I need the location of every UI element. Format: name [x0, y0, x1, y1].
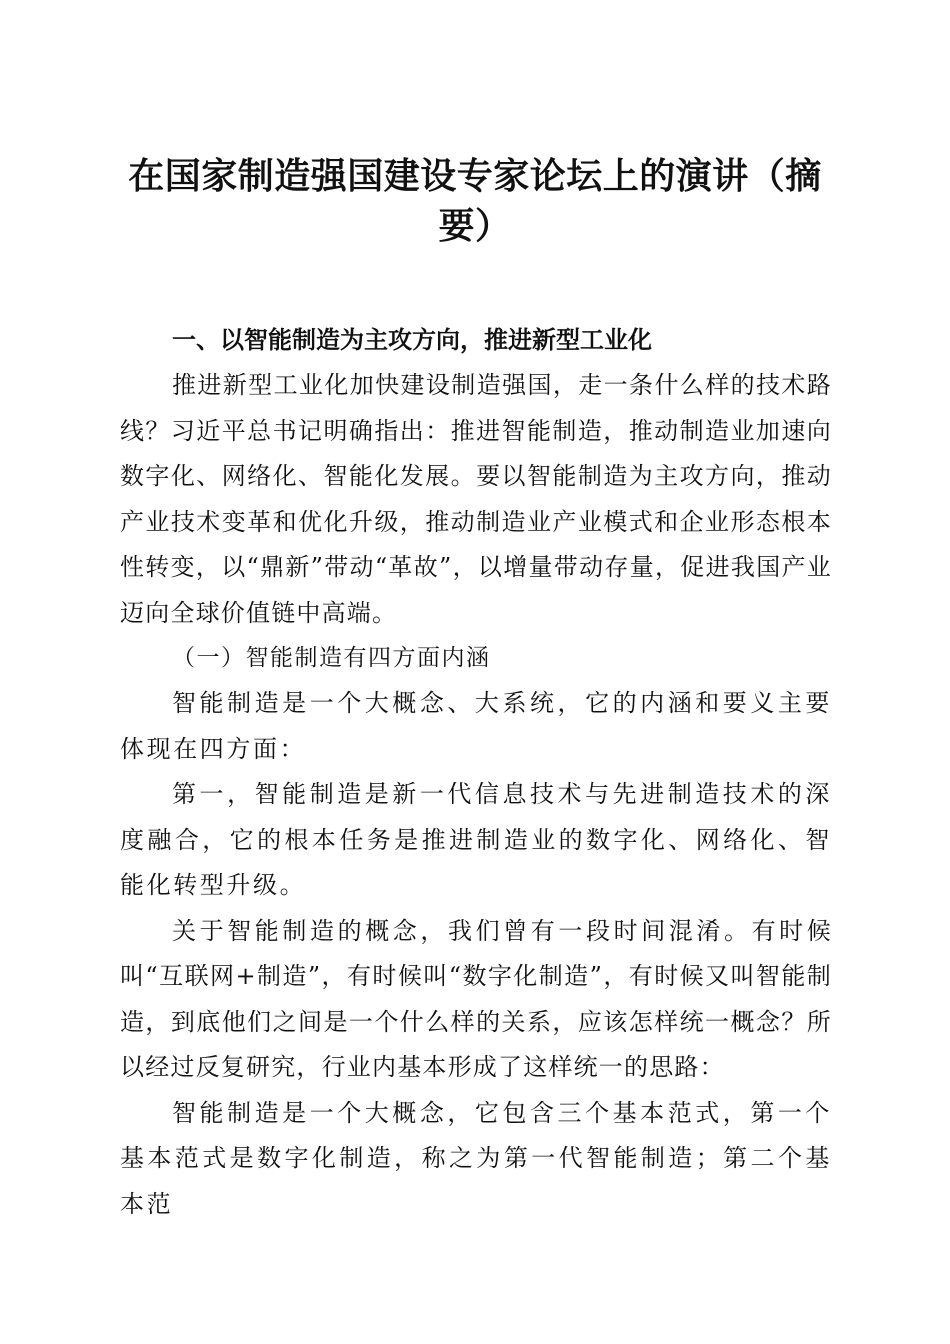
subsection-heading-1: （一）智能制造有四方面内涵 — [172, 645, 491, 671]
body-paragraph-2: 第一，智能制造是新一代信息技术与先进制造技术的深度融合，它的根本任务是推进制造业的数字化、网络化、智能化转型升级。 — [120, 780, 832, 899]
section-heading-1: 一、以智能制造为主攻方向，推进新型工业化 — [172, 326, 652, 354]
document-body — [120, 318, 832, 1227]
document-title: 在国家制造强国建设专家论坛上的演讲（摘要） — [128, 156, 822, 247]
body-paragraph-1: 智能制造是一个大概念、大系统，它的内涵和要义主要体现在四方面： — [120, 689, 832, 763]
section-intro-paragraph: 推进新型工业化加快建设制造强国，走一条什么样的技术路线？习近平总书记明确指出：推进智能制造，推动制造业加速向数字化、网络化、智能化发展。要以智能制造为主攻方向，推动产业技术变革和优化升级，推动制造业产业模式和企业形态根本性转变，以“鼎新”带动“革故”，以增量带动存量，促进我国产业迈向全球价值链中高端。 — [120, 371, 832, 627]
body-paragraph-4: 智能制造是一个大概念，它包含三个基本范式，第一个基本范式是数字化制造，称之为第一代智能制造；第二个基本范 — [120, 1098, 832, 1218]
body-paragraph-3: 关于智能制造的概念，我们曾有一段时间混淆。有时候叫“互联网+制造”，有时候叫“数字化制造”，有时候又叫智能制造，到底他们之间是一个什么样的关系，应该怎样统一概念？所以经过反复研究，行业内基本形成了这样统一的思路： — [120, 916, 832, 1081]
